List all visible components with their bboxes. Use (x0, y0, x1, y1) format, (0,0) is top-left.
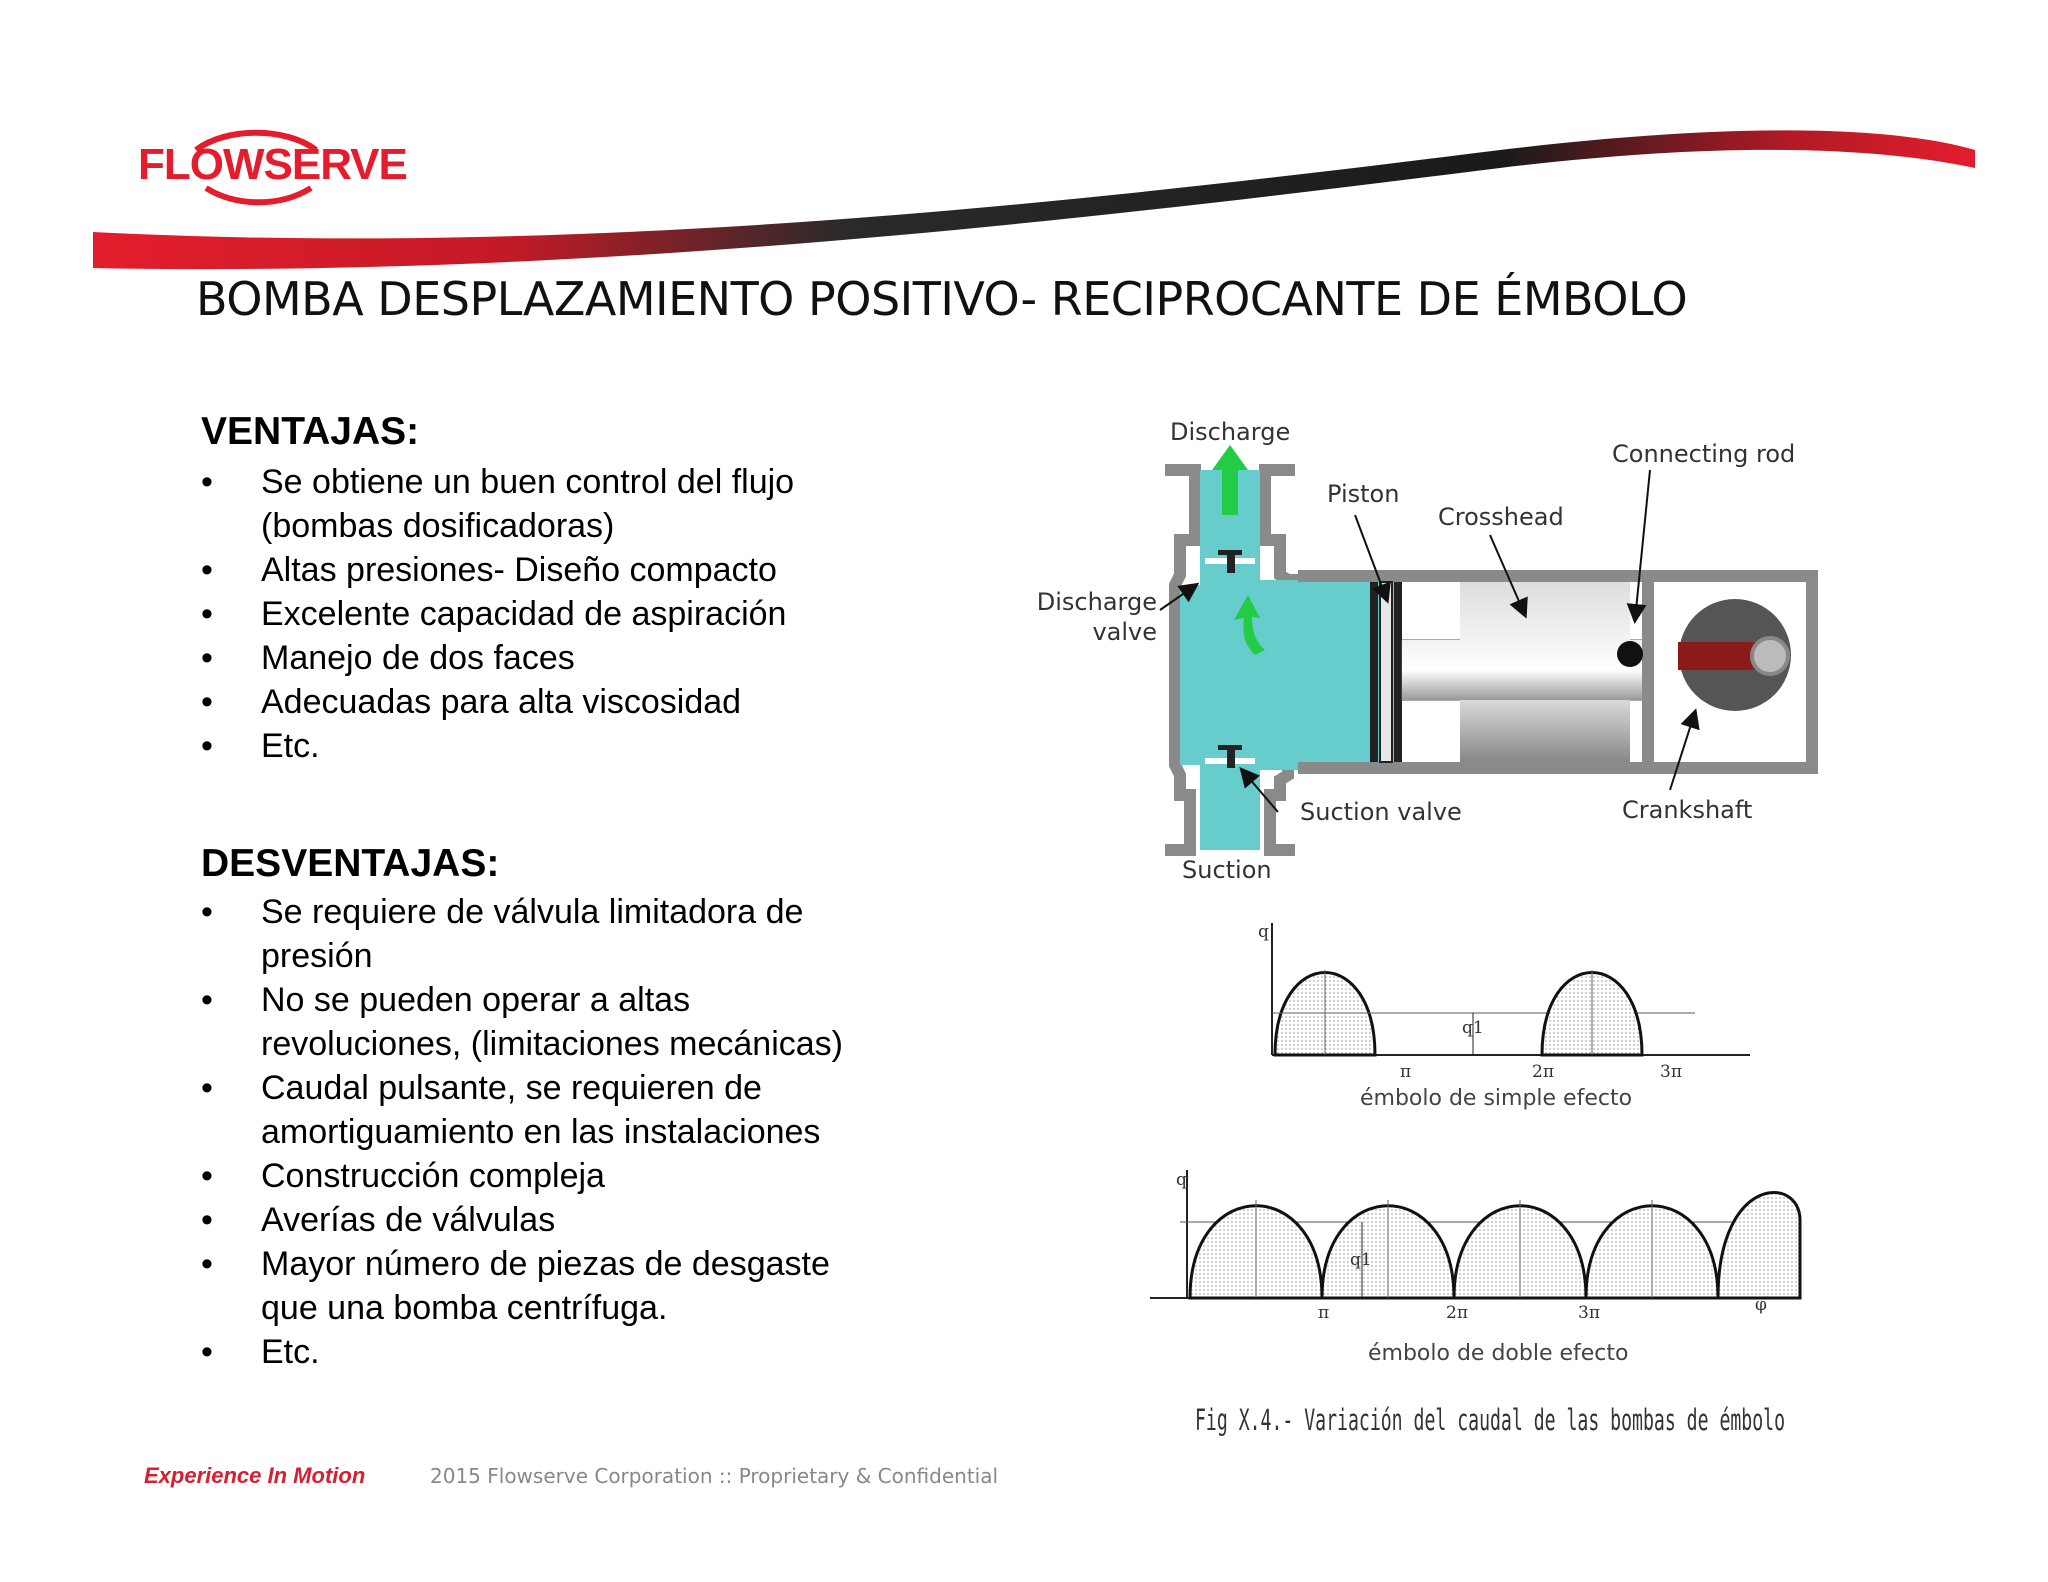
list-item: revoluciones, (limitaciones mecánicas) (261, 1025, 844, 1063)
list-item: presión (261, 937, 373, 975)
list-item: • Etc. (201, 724, 921, 768)
bullet-icon: • (201, 551, 213, 589)
label-q1: q1 (1462, 1018, 1484, 1038)
caption-double: émbolo de doble efecto (1368, 1341, 1629, 1366)
bullet-icon: • (201, 1201, 213, 1239)
figure-caption-box (1190, 1395, 1810, 1445)
label-suction: Suction (1182, 856, 1272, 884)
bullet-icon: • (201, 981, 213, 1019)
label-discharge-valve-2: valve (1092, 618, 1157, 646)
list-item: amortiguamiento en las instalaciones (261, 1113, 821, 1151)
list-item: • Se requiere de válvula limitadora de (201, 890, 921, 934)
graph-single-acting (1240, 915, 1760, 1120)
list-item: que una bomba centrífuga. (261, 1289, 668, 1327)
label-discharge: Discharge (1170, 418, 1291, 446)
list-item: • Mayor número de piezas de desgaste (201, 1242, 921, 1286)
bullet-icon: • (201, 639, 213, 677)
label-piston: Piston (1327, 480, 1400, 508)
ventajas-heading: VENTAJAS: (201, 410, 420, 453)
desventajas-heading: DESVENTAJAS: (201, 842, 500, 885)
label-discharge-valve: Discharge (1036, 588, 1157, 616)
axis-label-q: q (1176, 1170, 1187, 1190)
list-item: • Construcción compleja (201, 1154, 921, 1198)
list-item: (bombas dosificadoras) (261, 507, 615, 545)
label-connecting-rod: Connecting rod (1612, 440, 1796, 468)
figure-caption: Fig X.4.- Variación del caudal de las bombas de émbolo (1195, 1403, 1785, 1437)
desventajas-list (201, 890, 921, 1374)
pump-diagram (1030, 410, 1810, 890)
tick-3pi: 3π (1578, 1303, 1600, 1323)
bullet-icon: • (201, 595, 213, 633)
label-q1: q1 (1350, 1250, 1372, 1270)
flowserve-logo: FLOWSERVE (138, 140, 407, 189)
tick-pi: π (1400, 1062, 1412, 1082)
list-item: • Manejo de dos faces (201, 636, 921, 680)
tick-pi: π (1318, 1303, 1330, 1323)
list-item: • Se obtiene un buen control del flujo (201, 460, 921, 504)
label-crosshead: Crosshead (1438, 503, 1564, 531)
tick-3pi: 3π (1660, 1062, 1682, 1082)
graph-double-acting (1150, 1160, 1800, 1380)
list-item: • Averías de válvulas (201, 1198, 921, 1242)
label-crankshaft: Crankshaft (1622, 796, 1753, 824)
bullet-icon: • (201, 1069, 213, 1107)
ventajas-list (201, 460, 921, 768)
tick-2pi: 2π (1446, 1303, 1468, 1323)
list-item: • Excelente capacidad de aspiración (201, 592, 921, 636)
bullet-icon: • (201, 1333, 213, 1371)
footer-tagline: Experience In Motion (144, 1463, 366, 1488)
tick-phi: φ (1755, 1295, 1767, 1315)
footer-copyright: 2015 Flowserve Corporation :: Proprietary & Confidential (430, 1464, 999, 1488)
bullet-icon: • (201, 1157, 213, 1195)
bullet-icon: • (201, 1245, 213, 1283)
bullet-icon: • (201, 683, 213, 721)
list-item: • Altas presiones- Diseño compacto (201, 548, 921, 592)
page-title: BOMBA DESPLAZAMIENTO POSITIVO- RECIPROCANTE DE ÉMBOLO (196, 272, 1688, 326)
list-item: • Etc. (201, 1330, 921, 1374)
list-item: • Adecuadas para alta viscosidad (201, 680, 921, 724)
bullet-icon: • (201, 727, 213, 765)
axis-label-q: q (1258, 922, 1269, 942)
bullet-icon: • (201, 463, 213, 501)
label-suction-valve: Suction valve (1300, 798, 1462, 826)
list-item: • No se pueden operar a altas (201, 978, 921, 1022)
list-item: • Caudal pulsante, se requieren de (201, 1066, 921, 1110)
bullet-icon: • (201, 893, 213, 931)
tick-2pi: 2π (1532, 1062, 1554, 1082)
pump-body (1165, 460, 1818, 1250)
caption-single: émbolo de simple efecto (1360, 1086, 1633, 1111)
